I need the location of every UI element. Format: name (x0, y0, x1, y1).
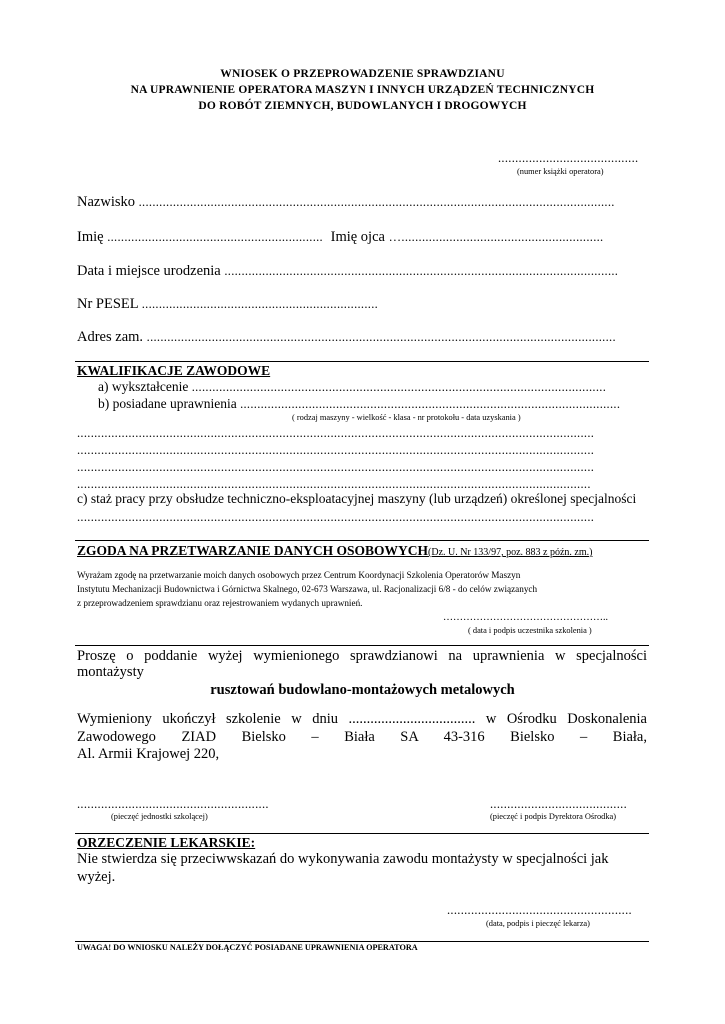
first-name-field[interactable]: ............................................................... (107, 230, 323, 244)
medical-text-line1: Nie stwierdza się przeciwwskazań do wykonywania zawodu montażysty w specjalności jak (77, 851, 609, 867)
father-name-label: Imię ojca (330, 229, 385, 245)
birth-field[interactable]: ................................................................................................................... (224, 264, 619, 278)
pesel-row (77, 296, 378, 313)
participant-signature-caption: ( data i podpis uczestnika szkolenia ) (468, 626, 592, 635)
licenses-line-1[interactable]: ....................................................................................................................................................... (77, 426, 595, 440)
first-name-label: Imię (77, 229, 104, 245)
experience-field[interactable]: ....................................................................................................................................................... (77, 510, 595, 524)
birth-label: Data i miejsce urodzenia (77, 263, 221, 279)
medical-heading: ORZECZENIE LEKARSKIE: (77, 835, 256, 850)
training-text-line3: Al. Armii Krajowej 220, (77, 746, 220, 762)
consent-text-line2: Instytutu Mechanizacji Budownictwa i Górnictwa Skalnego, 02-673 Warszawa, ul. Racjonalizacji 6/8 - do celów związanych (77, 584, 538, 594)
consent-text-line3: z przeprowadzeniem sprawdzianu oraz rejestrowaniem wydanych uprawnień. (77, 598, 363, 608)
footer-note: UWAGA! DO WNIOSKU NALEŻY DOŁĄCZYĆ POSIADANE UPRAWNIENIA OPERATORA (77, 943, 418, 952)
surname-row (77, 194, 615, 211)
consent-heading: ZGODA NA PRZETWARZANIE DANYCH OSOBOWYCH (77, 543, 429, 558)
education-label: a) wykształcenie (98, 379, 189, 394)
training-text-line1: Wymieniony ukończył szkolenie w dniu ................................... w Ośrodku Doskonalenia (77, 711, 647, 727)
address-label: Adres zam. (77, 329, 144, 345)
participant-signature-field[interactable]: ………………………………………….. (443, 612, 608, 623)
operator-book-caption: (numer książki operatora) (517, 167, 604, 176)
address-field[interactable]: ......................................................................................................................................... (146, 330, 616, 344)
qualifications-heading: KWALIFIKACJE ZAWODOWE (77, 363, 271, 378)
education-row (98, 379, 606, 395)
licenses-field[interactable]: ............................................................................................................... (240, 397, 621, 411)
training-unit-stamp-caption: (pieczęć jednostki szkolącej) (111, 812, 208, 821)
training-unit-stamp-field[interactable]: ........................................................ (77, 797, 269, 811)
licenses-line-4[interactable]: ...................................................................................................................................................... (77, 477, 591, 491)
section-divider (75, 645, 649, 646)
form-title-line2: NA UPRAWNIENIE OPERATORA MASZYN I INNYCH URZĄDZEŃ TECHNICZNYCH (130, 84, 595, 96)
form-title-line1: WNIOSEK O PRZEPROWADZENIE SPRAWDZIANU (220, 68, 505, 80)
form-title-line3: DO ROBÓT ZIEMNYCH, BUDOWLANYCH I DROGOWYCH (198, 100, 527, 112)
director-stamp-field[interactable]: ........................................ (490, 797, 627, 811)
licenses-caption: ( rodzaj maszyny - wielkość - klasa - nr protokołu - data uzyskania ) (292, 413, 521, 422)
director-stamp-caption: (pieczęć i podpis Dyrektora Ośrodka) (490, 812, 617, 821)
pesel-label: Nr PESEL (77, 296, 139, 312)
licenses-label: b) posiadane uprawnienia (98, 396, 237, 411)
pesel-field[interactable]: ..................................................................... (141, 297, 379, 311)
surname-label: Nazwisko (77, 194, 135, 210)
licenses-row (98, 396, 620, 412)
section-divider (75, 540, 649, 541)
father-name-field[interactable]: …........................................................... (388, 230, 604, 244)
experience-label: c) staż pracy przy obsłudze techniczno-eksploatacyjnej maszyny (lub urządzeń) określonej specjalności (77, 491, 637, 506)
licenses-line-2[interactable]: ....................................................................................................................................................... (77, 443, 595, 457)
doctor-signature-caption: (data, podpis i pieczęć lekarza) (486, 919, 590, 928)
specialty-name: rusztowań budowlano-montażowych metalowych (210, 682, 515, 698)
section-divider (75, 361, 649, 362)
request-text-line2: montażysty (77, 664, 144, 680)
consent-text-line1: Wyrażam zgodę na przetwarzanie moich danych osobowych przez Centrum Koordynacji Szkolenia Operatorów Maszyn (77, 570, 521, 580)
birth-row (77, 263, 618, 280)
education-field[interactable]: ......................................................................................................................... (191, 380, 607, 394)
section-divider (75, 833, 649, 834)
doctor-signature-field[interactable]: ...................................................... (447, 903, 632, 917)
names-row (77, 229, 603, 246)
consent-heading-row (77, 542, 592, 560)
training-text-line2: Zawodowego ZIAD Bielsko – Biała SA 43-316 Bielsko – Biała, (77, 729, 647, 745)
section-divider (75, 941, 649, 942)
consent-legal-reference: (Dz. U. Nr 133/97, poz. 883 z późn. zm.) (428, 547, 593, 558)
licenses-line-3[interactable]: ....................................................................................................................................................... (77, 460, 595, 474)
request-text-line1: Proszę o poddanie wyżej wymienionego sprawdzianowi na uprawnienia w specjalności (77, 648, 647, 664)
operator-book-number-field[interactable]: ......................................... (498, 151, 639, 165)
medical-text-line2: wyżej. (77, 869, 116, 885)
address-row (77, 329, 616, 346)
surname-field[interactable]: ........................................................................................................................................... (138, 195, 615, 209)
